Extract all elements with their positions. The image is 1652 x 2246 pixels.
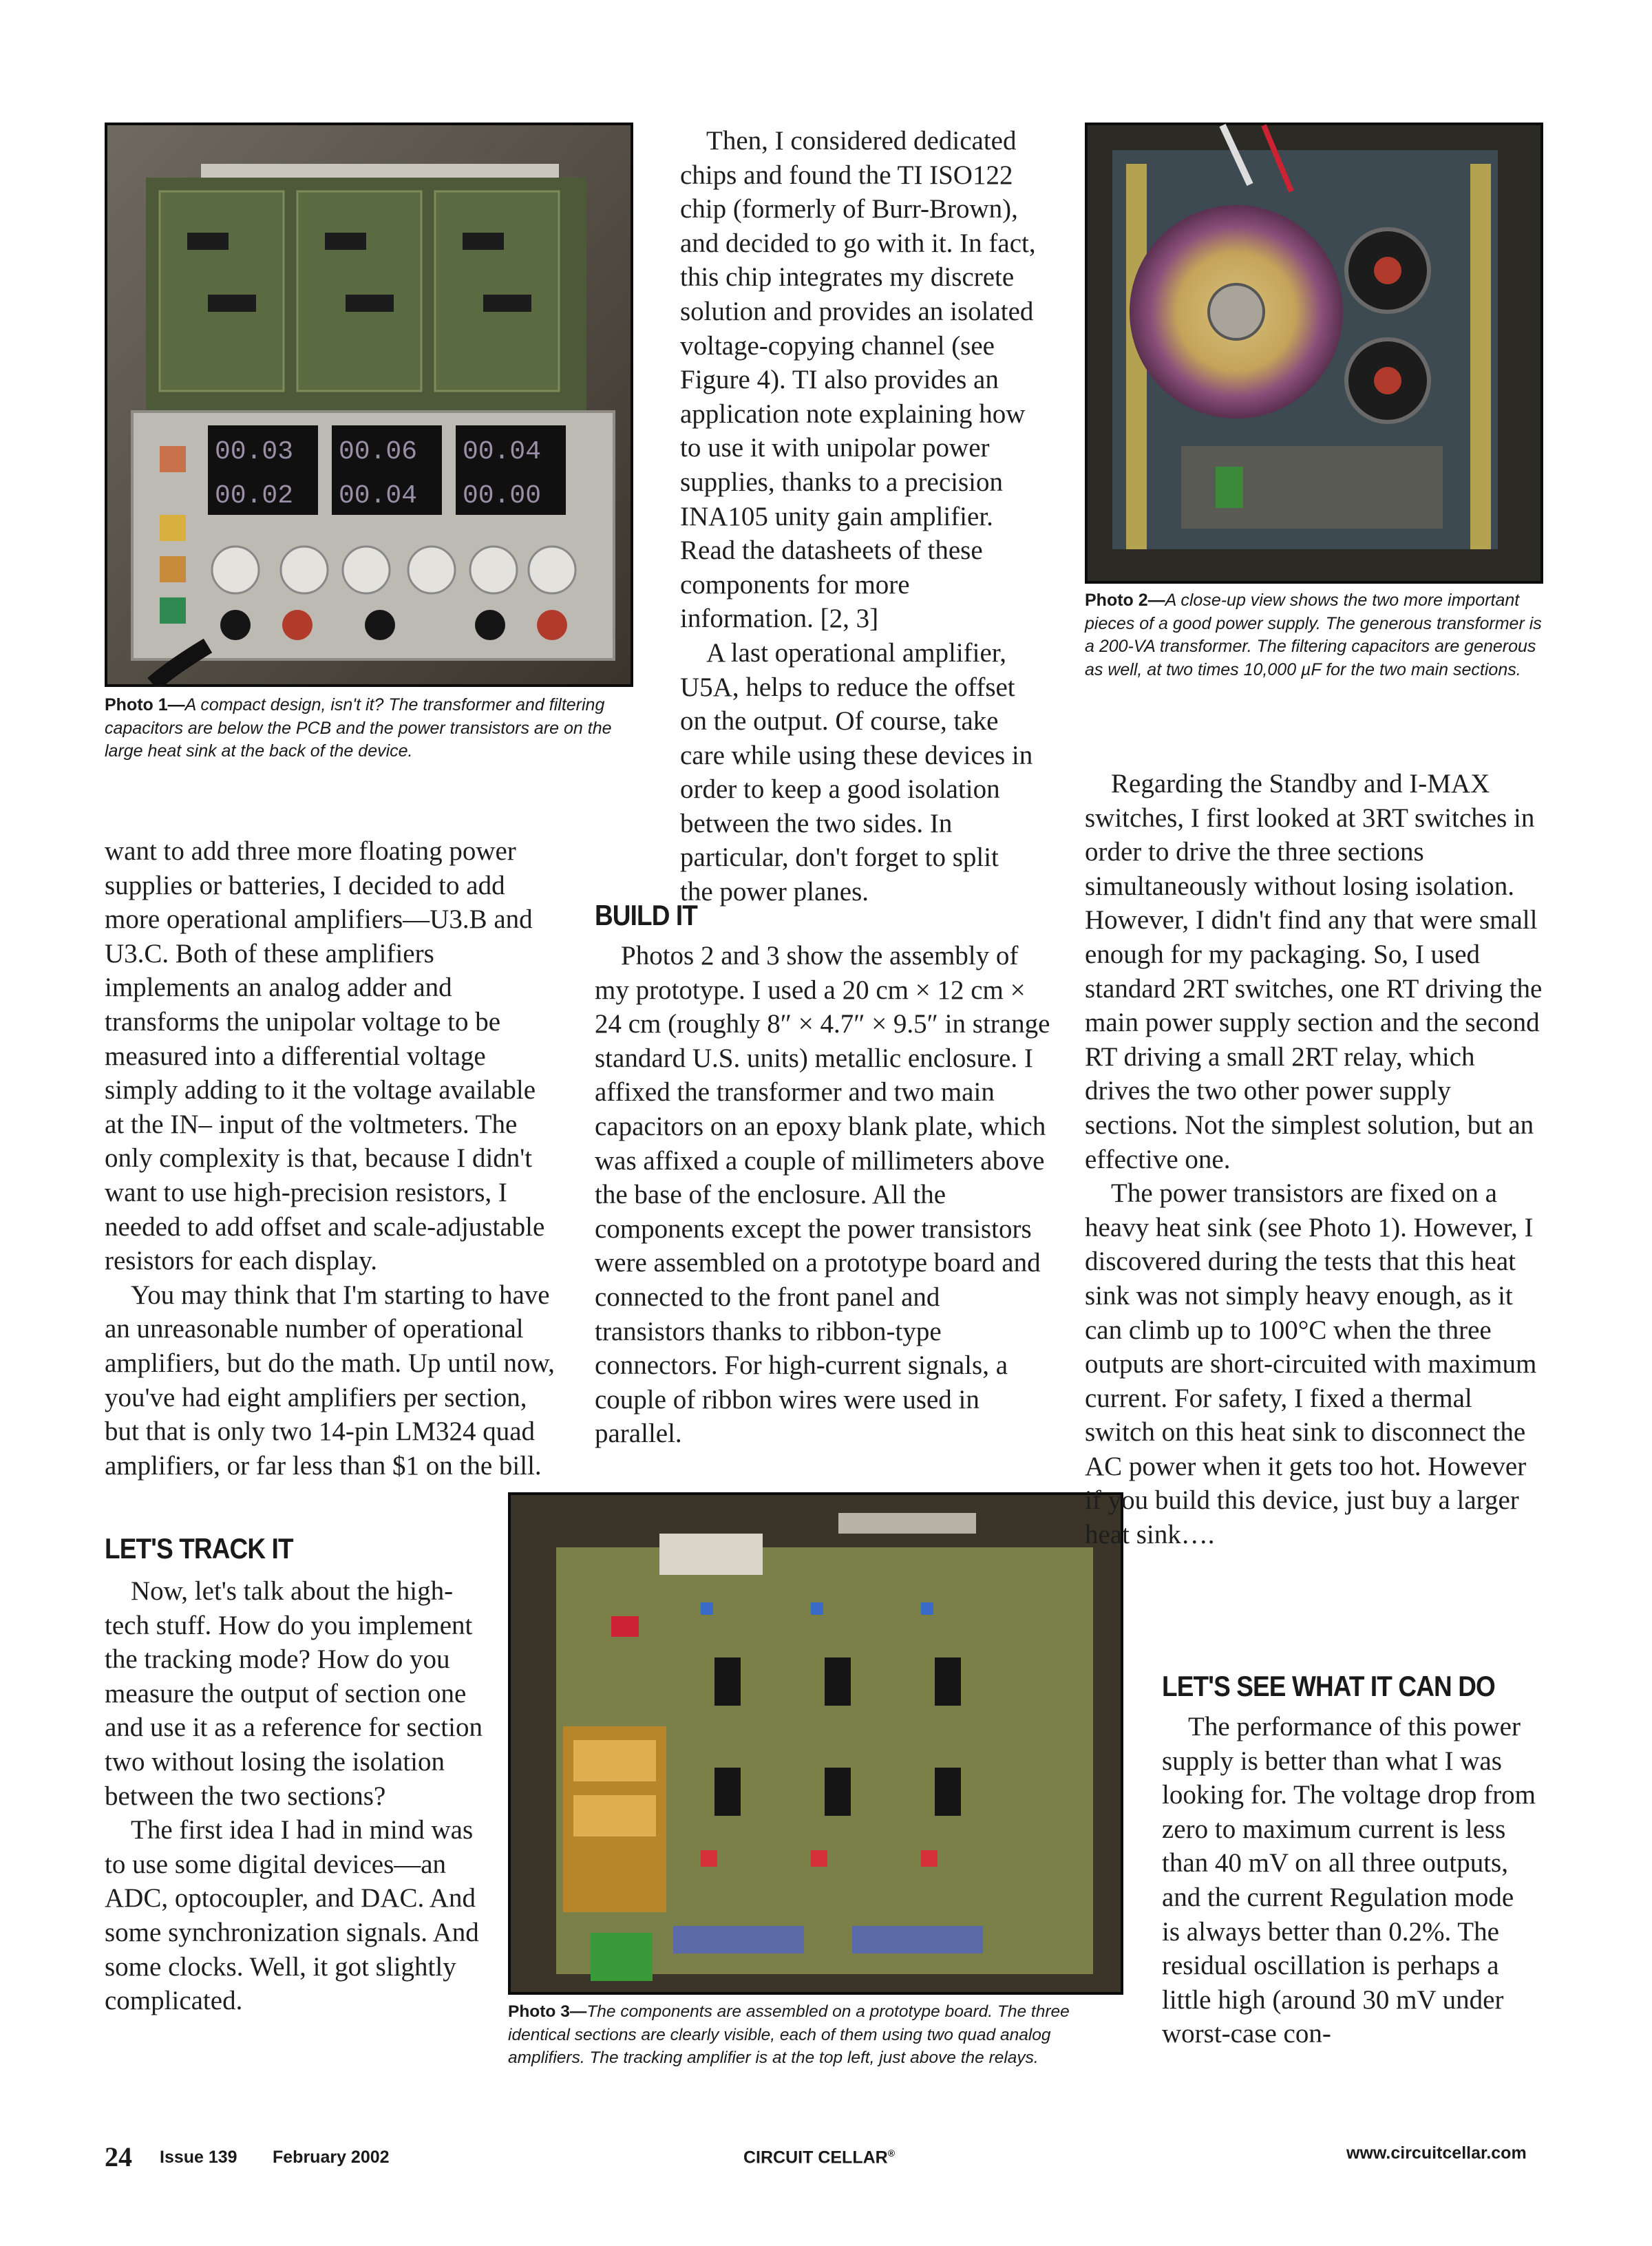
- display-2-top: 00.06: [339, 437, 418, 467]
- display-2-bottom: 00.04: [339, 481, 418, 511]
- magazine-title: CIRCUIT CELLAR: [743, 2148, 888, 2168]
- display-3-bottom: 00.00: [463, 481, 542, 511]
- photo-3-caption: [508, 2000, 1127, 2070]
- col1-paragraph-4: The first idea I had in mind was to use some digital devices—an ADC, optocoupler, and DAC. And some synchronization signals. And some clocks. Well, it got slightly complicated.: [105, 1815, 479, 2016]
- photo-3-label: Photo 3—: [508, 2002, 587, 2021]
- photo-2: [1085, 123, 1543, 584]
- photo-3: [508, 1492, 1123, 1995]
- column-2-lower: [595, 939, 1056, 1451]
- col3-heading: LET'S SEE WHAT IT CAN DO: [1162, 1670, 1495, 1702]
- col1-heading: LET'S TRACK IT: [105, 1532, 293, 1565]
- display-3-top: 00.04: [463, 437, 542, 467]
- col2-heading: BUILD IT: [595, 899, 697, 931]
- col1-paragraph-2: You may think that I'm starting to have an unreasonable number of operational amplifiers, but do the math. Up until now, you've had eight amplifiers per section, but that is only two 14-pin LM324 quad amplifiers, or far less than $1 on the bill.: [105, 1280, 555, 1481]
- column-1-lower: [105, 1574, 483, 2018]
- display-1-top: 00.03: [215, 437, 294, 467]
- column-3-lower: [1162, 1710, 1537, 2051]
- column-3: [1085, 767, 1546, 1552]
- photo-2-caption: [1085, 589, 1553, 681]
- col3-paragraph-3: The performance of this power supply is better than what I was looking for. The voltage drop from zero to maximum current is less than 40 mV on all three outputs, and the current Regulation mode is always better than 0.2%. The residual oscillation is perhaps a little high (around 30 mV under worst-case con-: [1162, 1712, 1536, 2049]
- photo-2-image: [1085, 123, 1543, 584]
- photo-1-caption-text: A compact design, isn't it? The transformer and filtering capacitors are below the PCB and the power transistors are on the large heat sink at the back of the device.: [105, 695, 612, 761]
- photo-1: [105, 123, 633, 687]
- photo-2-label: Photo 2—: [1085, 591, 1165, 610]
- photo-2-caption-text: A close-up view shows the two more important pieces of a good power supply. The generous transformer is a 200-VA transformer. The filtering capacitors are generous as well, at two times 10,000 µF for the two main sections.: [1085, 591, 1542, 679]
- page-number: 24: [105, 2141, 132, 2172]
- col2-paragraph-2: A last operational amplifier, U5A, helps to reduce the offset on the output. Of course, take care while using these devices in order to keep a good isolation between the two sides. In particular, don't forget to split the power planes.: [680, 637, 1033, 907]
- registered-mark: ®: [887, 2148, 896, 2159]
- magazine-name: [743, 2148, 895, 2168]
- col2-paragraph-1: Then, I considered dedicated chips and found the TI ISO122 chip (formerly of Burr-Brown), and decided to go with it. In fact, this chip integrates my discrete solution and provides an isolated voltage-copying channel (see Figure 4). TI also provides an application note explaining how to use it with unipolar power supplies, thanks to a precision INA105 unity gain amplifier. Read the datasheets of these components for more information. [2, 3]: [680, 126, 1036, 634]
- photo-1-image: [105, 123, 633, 687]
- photo-1-label: Photo 1—: [105, 695, 185, 714]
- issue-date: February 2002: [273, 2148, 390, 2167]
- column-1: [105, 834, 558, 1483]
- col3-paragraph-2: The power transistors are fixed on a heavy heat sink (see Photo 1). However, I discovered during the tests that this heat sink was not simply heavy enough, as it can climb up to 100°C when the three outputs are short-circuited with maximum current. For safety, I fixed a thermal switch on this heat sink to disconnect the AC power when it gets too hot. However if you build this device, just buy a larger heat sink….: [1085, 1178, 1537, 1550]
- photo-3-caption-text: The components are assembled on a prototype board. The three identical sections are clearly visible, each of them using two quad analog amplifiers. The tracking amplifier is at the top left, just above the relays.: [508, 2002, 1070, 2067]
- photo-3-image: [508, 1492, 1123, 1995]
- col1-paragraph-3: Now, let's talk about the high-tech stuff. How do you implement the tracking mode? How do you measure the output of section one and use it as a reference for section two without losing the isolation between the two sections?: [105, 1576, 483, 1811]
- display-1-bottom: 00.02: [215, 481, 294, 511]
- website-url[interactable]: www.circuitcellar.com: [1346, 2143, 1527, 2163]
- column-2: [680, 124, 1038, 909]
- col3-paragraph-1: Regarding the Standby and I-MAX switches, I first looked at 3RT switches in order to drive the three sections simultaneously without losing isolation. However, I didn't find any that were small enough for my packaging. So, I used standard 2RT switches, one RT driving the main power supply section and the second RT driving a small 2RT relay, which drives the two other power supply sections. Not the simplest solution, but an effective one.: [1085, 769, 1543, 1174]
- col2-paragraph-3: Photos 2 and 3 show the assembly of my prototype. I used a 20 cm × 12 cm × 24 cm (roughly 8″ × 4.7″ × 9.5″ in strange standard U.S. units) metallic enclosure. I affixed the transformer and two main capacitors on an epoxy blank plate, which was affixed a couple of millimeters above the base of the enclosure. All the components except the power transistors were assembled on a prototype board and connected to the front panel and transistors thanks to ribbon-type connectors. For high-current signals, a couple of ribbon wires were used in parallel.: [595, 941, 1050, 1449]
- col1-paragraph-1: want to add three more floating power supplies or batteries, I decided to add more operational amplifiers—U3.B and U3.C. Both of these amplifiers implements an analog adder and transforms the unipolar voltage to be measured into a differential voltage simply adding to it the voltage available at the IN– input of the voltmeters. The only complexity is that, because I didn't want to use high-precision resistors, I needed to add offset and scale-adjustable resistors for each display.: [105, 836, 545, 1276]
- photo-1-caption: [105, 694, 635, 763]
- issue-number: Issue 139: [160, 2148, 237, 2167]
